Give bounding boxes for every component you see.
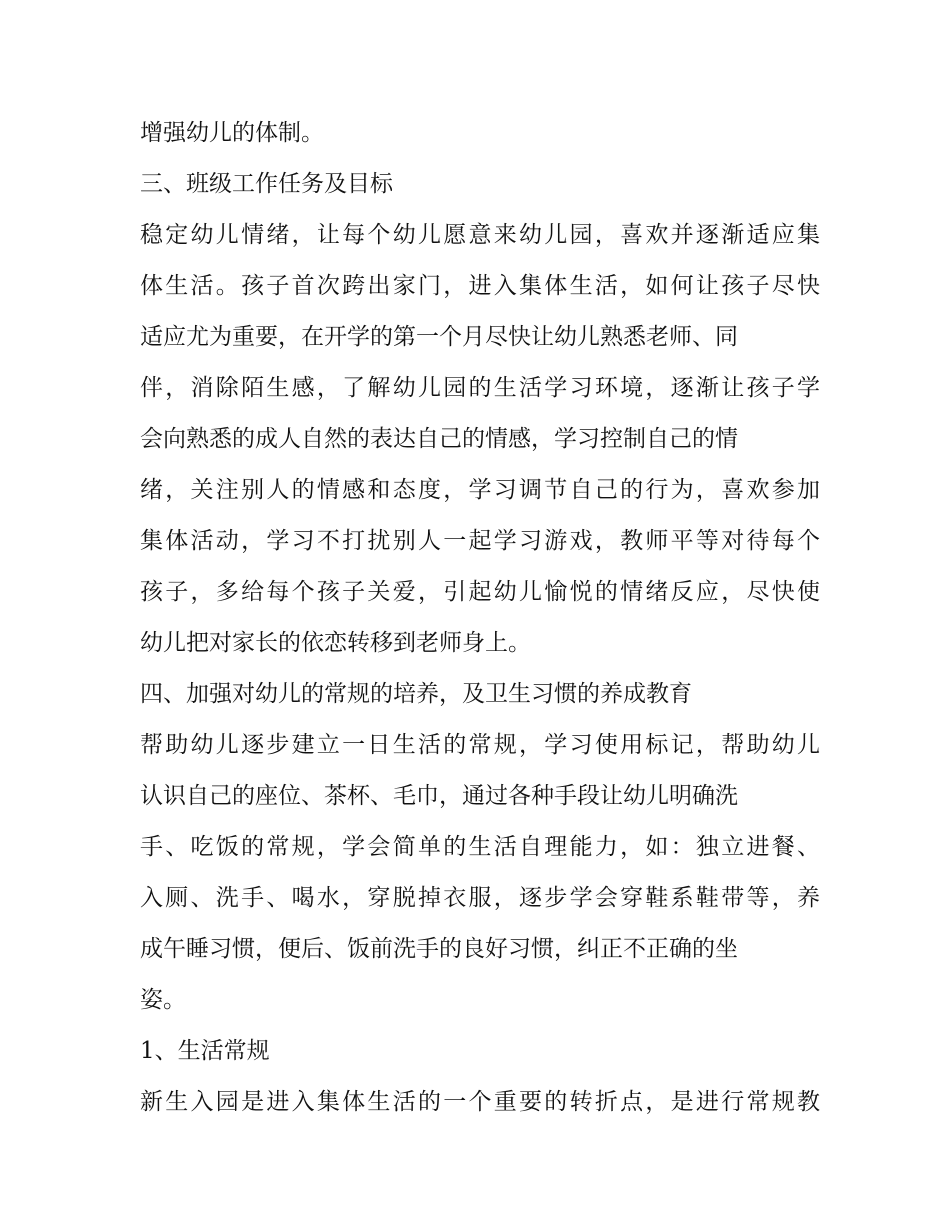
section-heading: 四、加强对幼儿的常规的培养，及卫生习惯的养成教育 bbox=[140, 681, 692, 707]
text-line: 认识自己的座位、茶杯、毛巾，通过各种手段让幼儿明确洗 bbox=[140, 783, 738, 809]
text-line: 体生活。孩子首次跨出家门，进入集体生活，如何让孩子尽快 bbox=[140, 273, 820, 299]
text-line: 会向熟悉的成人自然的表达自己的情感，学习控制自己的情 bbox=[140, 426, 738, 452]
text-line: 适应尤为重要，在开学的第一个月尽快让幼儿熟悉老师、同 bbox=[140, 324, 738, 350]
text-line: 成午睡习惯，便后、饭前洗手的良好习惯，纠正不正确的坐 bbox=[140, 936, 738, 962]
section-heading: 三、班级工作任务及目标 bbox=[140, 171, 393, 197]
subsection-heading: 1、生活常规 bbox=[140, 1038, 270, 1064]
text-line: 孩子，多给每个孩子关爱，引起幼儿愉悦的情绪反应，尽快使 bbox=[140, 579, 820, 605]
text-line: 幼儿把对家长的依恋转移到老师身上。 bbox=[140, 630, 531, 656]
text-line: 伴，消除陌生感，了解幼儿园的生活学习环境，逐渐让孩子学 bbox=[140, 375, 820, 401]
text-line: 稳定幼儿情绪，让每个幼儿愿意来幼儿园，喜欢并逐渐适应集 bbox=[140, 222, 820, 248]
text-line: 姿。 bbox=[140, 987, 186, 1013]
text-line: 入厕、洗手、喝水，穿脱掉衣服，逐步学会穿鞋系鞋带等，养 bbox=[140, 885, 820, 911]
text-line: 手、吃饭的常规，学会简单的生活自理能力，如：独立进餐、 bbox=[140, 834, 820, 860]
document-body bbox=[140, 108, 820, 1128]
text-line: 帮助幼儿逐步建立一日生活的常规，学习使用标记，帮助幼儿 bbox=[140, 732, 820, 758]
text-line: 绪，关注别人的情感和态度，学习调节自己的行为，喜欢参加 bbox=[140, 477, 820, 503]
text-line: 集体活动，学习不打扰别人一起学习游戏，教师平等对待每个 bbox=[140, 528, 820, 554]
text-line: 增强幼儿的体制。 bbox=[140, 120, 324, 146]
text-line: 新生入园是进入集体生活的一个重要的转折点，是进行常规教 bbox=[140, 1089, 820, 1115]
